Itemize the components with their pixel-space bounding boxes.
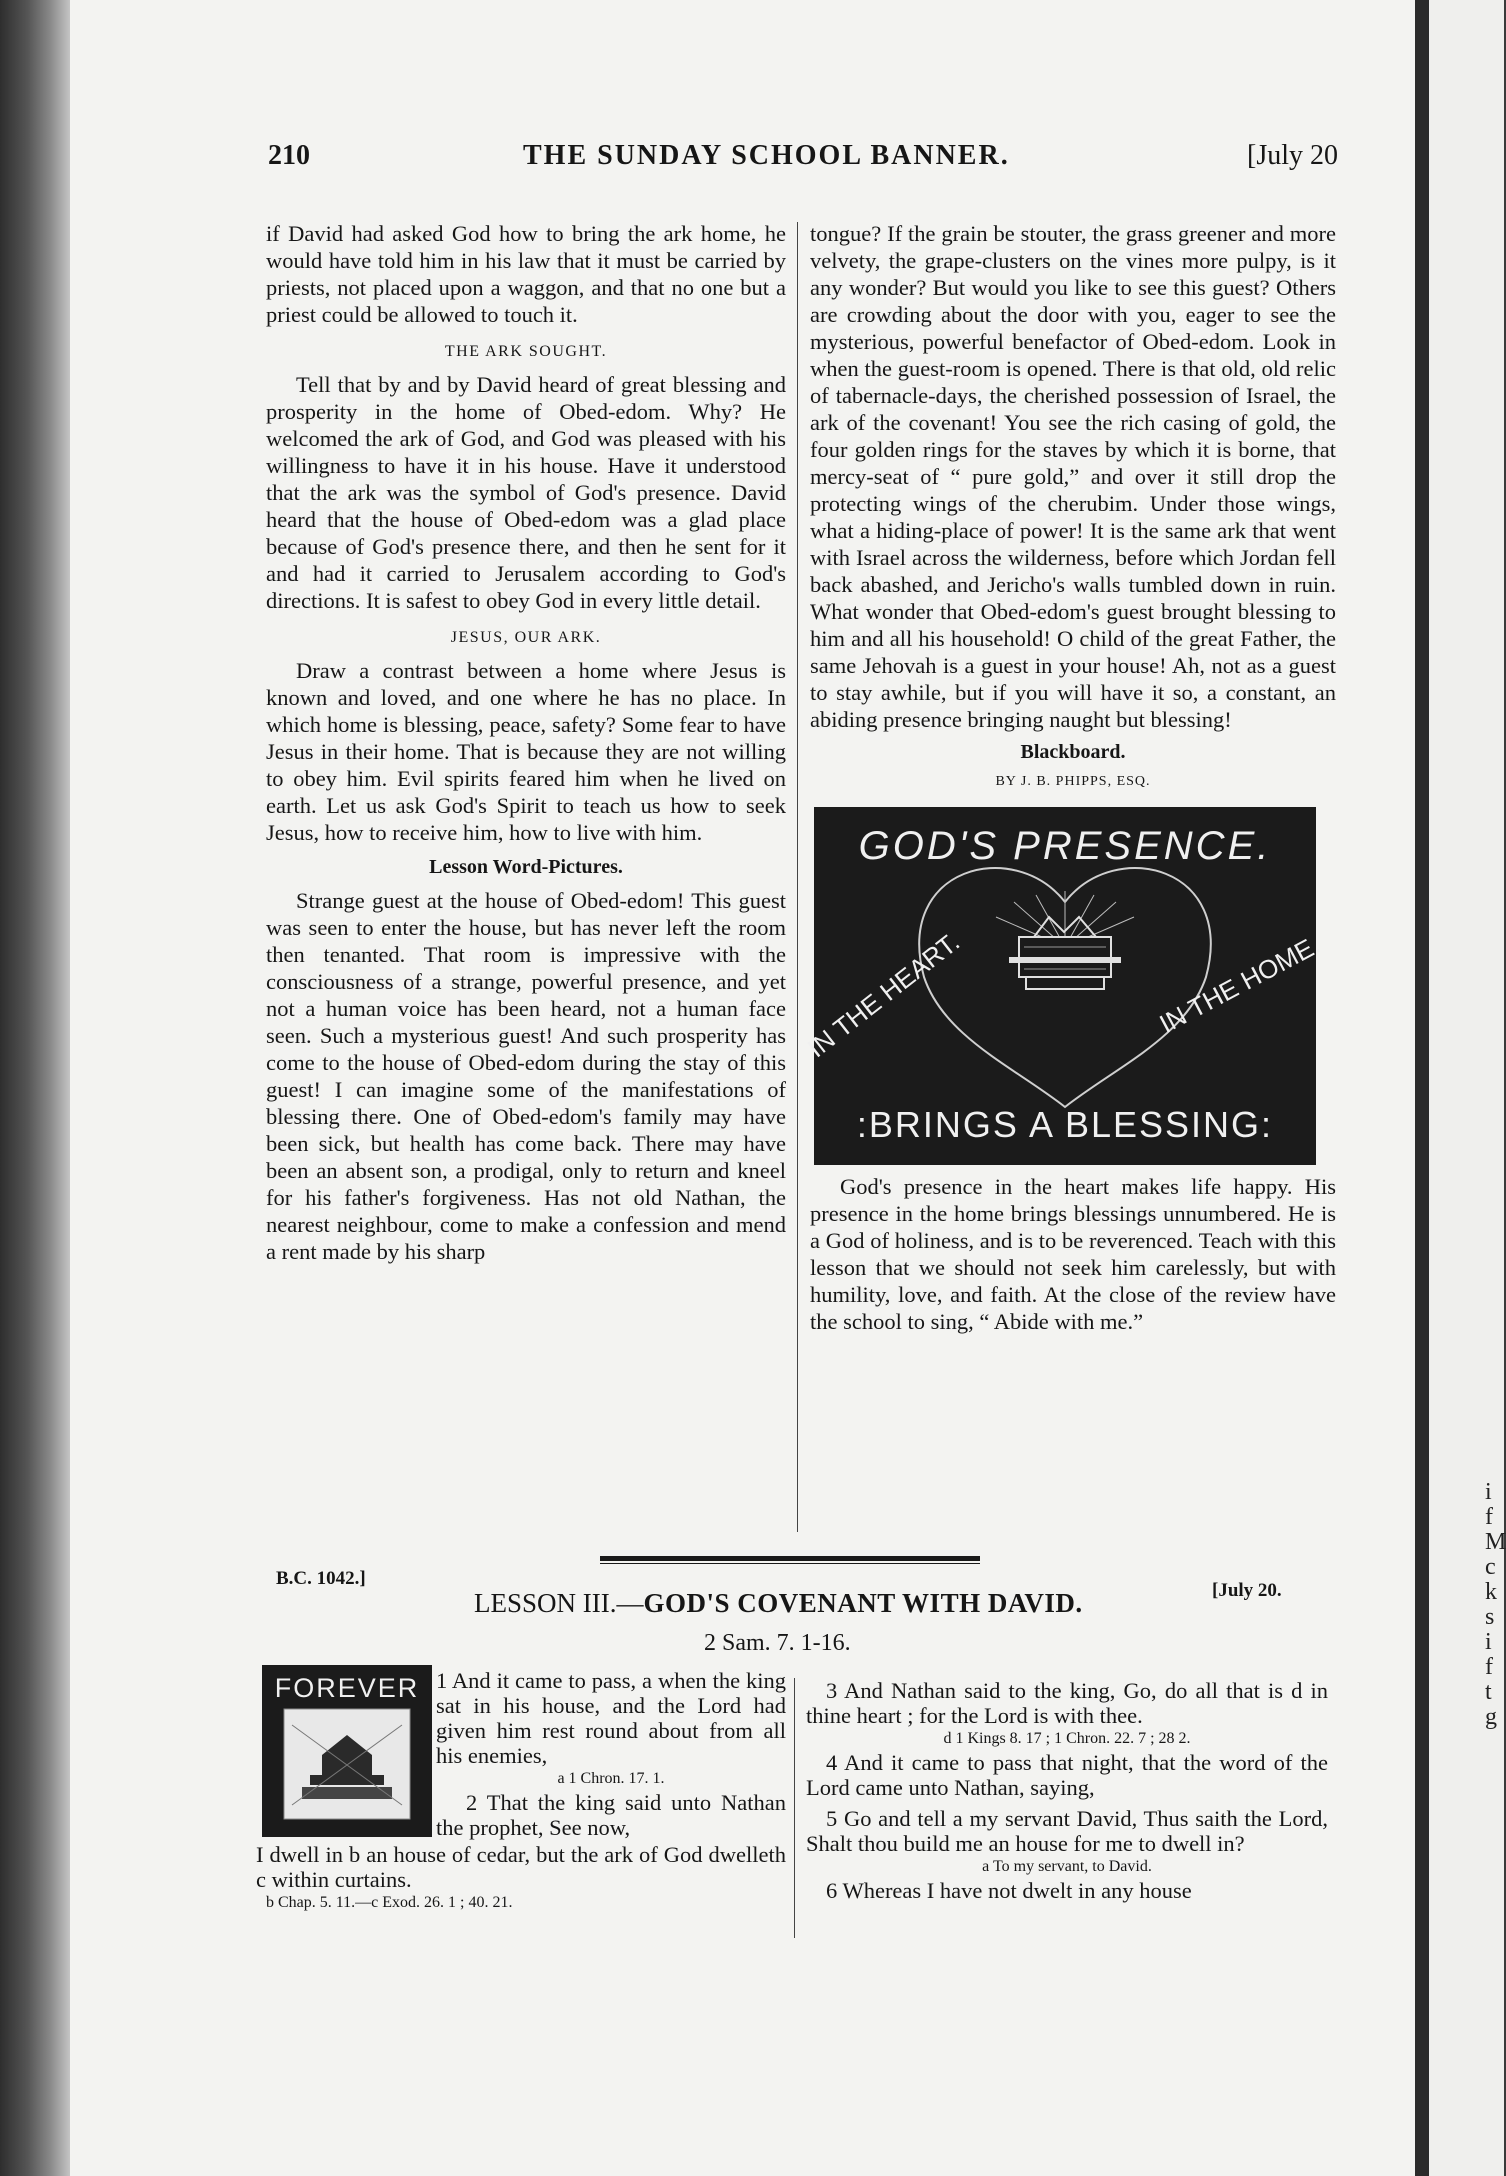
fragment-letter: i bbox=[1485, 1629, 1492, 1655]
column-divider bbox=[794, 1678, 795, 1938]
publication-title: THE SUNDAY SCHOOL BANNER. bbox=[523, 140, 1010, 171]
paragraph: if David had asked God how to bring the ark home, he would have told him in his law that it must be carried by priests, not placed upon a waggon, and that no one but a priest could be allowed to touch it. bbox=[266, 221, 786, 327]
blackboard-left-text: IN THE HEART. bbox=[801, 926, 966, 1064]
forever-label: FOREVER bbox=[274, 1673, 420, 1703]
running-header bbox=[268, 140, 1338, 184]
fragment-letter: t bbox=[1485, 1679, 1492, 1705]
adjacent-page bbox=[1429, 0, 1504, 2176]
fragment-letter: M bbox=[1485, 1529, 1506, 1555]
section-rule bbox=[600, 1563, 980, 1564]
blackboard-right-text: IN THE HOME. bbox=[1154, 929, 1326, 1039]
fragment-letter: k bbox=[1485, 1579, 1497, 1605]
fragment-letter: c bbox=[1485, 1554, 1496, 1580]
verses-left-bottom bbox=[256, 1842, 786, 1914]
page-number: 210 bbox=[268, 140, 310, 171]
verse: 1 And it came to pass, a when the king sat in his house, and the Lord had given him rest round about from all his enemies, bbox=[436, 1668, 786, 1768]
fragment-letter: g bbox=[1485, 1704, 1497, 1730]
section-heading: JESUS, OUR ARK. bbox=[450, 629, 602, 646]
byline: BY J. B. PHIPPS, ESQ. bbox=[995, 774, 1151, 789]
footnote: a 1 Chron. 17. 1. bbox=[557, 1770, 665, 1787]
blackboard-bottom-text: :BRINGS A BLESSING: bbox=[856, 1104, 1274, 1145]
fragment-letter: f bbox=[1485, 1504, 1493, 1530]
adjacent-page-fragments bbox=[1485, 1480, 1506, 1730]
footnote: a To my servant, to David. bbox=[982, 1858, 1152, 1875]
section-heading: THE ARK SOUGHT. bbox=[444, 343, 608, 360]
blackboard-drawing bbox=[801, 807, 1326, 1165]
verses-left-top bbox=[436, 1668, 786, 1840]
blackboard-illustration bbox=[801, 807, 1326, 1165]
verse: I dwell in b an house of cedar, but the ark of God dwelleth c within curtains. bbox=[256, 1842, 786, 1892]
lesson-era: B.C. 1042.] bbox=[276, 1568, 366, 1589]
blackboard-title: GOD'S PRESENCE. bbox=[858, 824, 1272, 868]
scripture-reference: 2 Sam. 7. 1-16. bbox=[704, 1630, 851, 1656]
paragraph: God's presence in the heart makes life happy. His presence in the home brings blessings unnumbered. He is a God of holiness, and is to be reverenced. Teach with this lesson that we should not seek him carelessly, but with humility, love, and faith. At the close of the review have the school to sing, “ Abide with me.” bbox=[810, 1174, 1336, 1334]
verse: 6 Whereas I have not dwelt in any house bbox=[826, 1878, 1192, 1903]
verses-right bbox=[806, 1678, 1328, 1903]
verse: 3 And Nathan said to the king, Go, do all that is d in thine heart ; for the Lord is with thee. bbox=[806, 1678, 1328, 1728]
column-divider bbox=[797, 222, 798, 1532]
verse: 4 And it came to pass that night, that the word of the Lord came unto Nathan, saying, bbox=[806, 1750, 1328, 1800]
fragment-letter: f bbox=[1485, 1654, 1493, 1680]
paragraph: tongue? If the grain be stouter, the grass greener and more velvety, the grape-clusters on the vines more pulpy, is it any wonder? But would you like to see this guest? Others are crowding about the door with you, eager to see the mysterious, powerful benefactor of Obed-edom. Look in when the guest-room is opened. There is that old, old relic of tabernacle-days, the cherished possession of Israel, the ark of the covenant! You see the rich casing of gold, the four golden rings for the staves by which it is borne, that mercy-seat of “ pure gold,” and over it still drop the protecting wings of the cherubim. Under those wings, what a hiding-place of power! It is the same ark that went with Israel across the wilderness, before which Jordan fell back abashed, and Jericho's walls tumbled down in ruin. What wonder that Obed-edom's guest brought blessing to him and all his household! O child of the great Father, the same Jehovah is a guest in your house! Ah, not as a guest to stay awhile, but if you will have it so, a constant, an abiding presence bringing naught but blessing! bbox=[810, 221, 1336, 732]
section-heading: Lesson Word-Pictures. bbox=[429, 856, 623, 878]
paragraph: Strange guest at the house of Obed-edom! This guest was seen to enter the house, but has never left the room then tenanted. That room is impressive with the consciousness of a strange, powerful presence, and yet not a human voice has been heard, not a human face seen. Such a mysterious guest! And such prosperity has come to the house of Obed-edom during the stay of this guest! I can imagine some of the manifestations of blessing there. One of Obed-edom's family may have been sick, but health has come back. There may have been an absent son, a prodigal, only to return and kneel for his father's forgiveness. Has not old Nathan, the nearest neighbour, come to make a confession and mend a rent made by his sharp bbox=[266, 888, 786, 1264]
fragment-letter: i bbox=[1485, 1479, 1492, 1505]
footnote: b Chap. 5. 11.—c Exod. 26. 1 ; 40. 21. bbox=[266, 1894, 513, 1911]
footnote: d 1 Kings 8. 17 ; 1 Chron. 22. 7 ; 28 2. bbox=[943, 1730, 1191, 1747]
verse: 2 That the king said unto Nathan the prophet, See now, bbox=[436, 1790, 786, 1840]
section-heading: Blackboard. bbox=[1020, 741, 1126, 763]
forever-illustration bbox=[262, 1665, 432, 1837]
page-gutter bbox=[1415, 0, 1429, 2176]
lesson-number: LESSON III.— bbox=[474, 1588, 644, 1618]
lesson-name: GOD'S COVENANT WITH DAVID. bbox=[643, 1588, 1083, 1618]
verse: 5 Go and tell a my servant David, Thus saith the Lord, Shalt thou build me an house for me to dwell in? bbox=[806, 1806, 1328, 1856]
right-column bbox=[801, 220, 1336, 1335]
paragraph: Tell that by and by David heard of great blessing and prosperity in the home of Obed-edom. Why? He welcomed the ark of God, and God was pleased with his willingness to have it in his house. Have it understood that the ark was the symbol of God's presence. David heard that the house of Obed-edom was a glad place because of God's presence there, and then he sent for it and had it carried to Jerusalem according to God's directions. It is safest to obey God in every little detail. bbox=[266, 372, 786, 613]
forever-drawing bbox=[262, 1665, 432, 1837]
paragraph: Draw a contrast between a home where Jesus is known and loved, and one where he has no place. In which home is blessing, peace, safety? Some fear to have Jesus in their home. That is because they are not willing to obey him. Evil spirits feared him when he lived on earth. Let us ask God's Spirit to teach us how to seek Jesus, how to receive him, how to live with him. bbox=[266, 658, 786, 845]
fragment-letter: s bbox=[1485, 1604, 1495, 1630]
lesson-title bbox=[474, 1588, 1083, 1619]
lesson-date: [July 20. bbox=[1212, 1580, 1282, 1601]
left-column bbox=[266, 220, 786, 1265]
section-rule bbox=[600, 1556, 980, 1561]
header-date: [July 20 bbox=[1247, 140, 1338, 171]
